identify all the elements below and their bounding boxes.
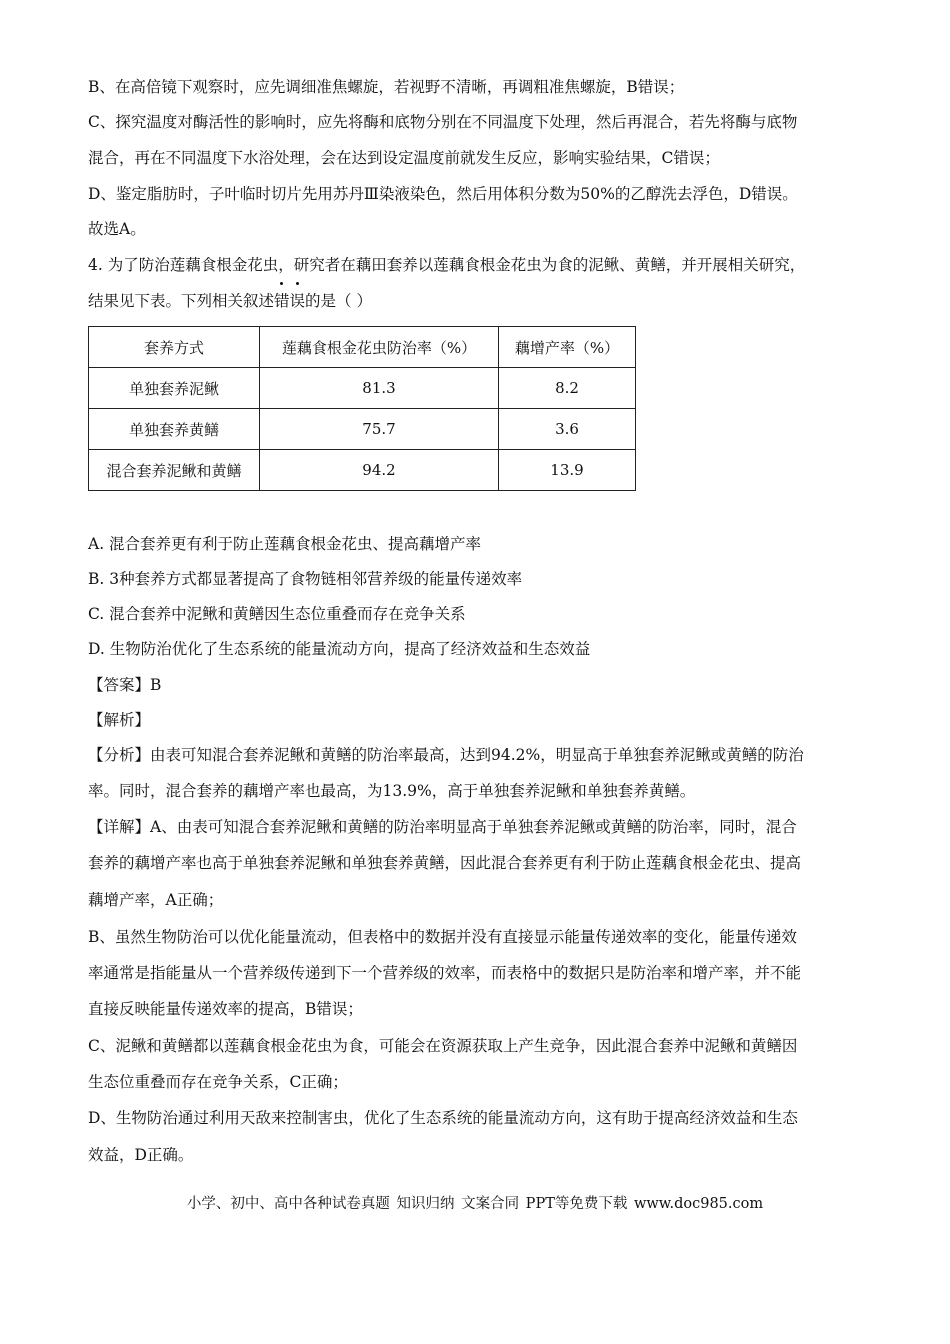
table-cell: 75.7 <box>260 409 499 450</box>
table-header-cell: 莲藕食根金花虫防治率（%） <box>260 327 499 368</box>
detail-line: 套养的藕增产率也高于单独套养泥鳅和单独套养黄鳝，因此混合套养更有利于防止莲藕食根金花虫、提高 <box>88 854 802 872</box>
detail-line: B、虽然生物防治可以优化能量流动，但表格中的数据并没有直接显示能量传递效率的变化，能量传递效 <box>88 928 797 946</box>
detail-line: 生态位重叠而存在竞争关系，C正确； <box>88 1073 348 1091</box>
results-table <box>88 326 636 491</box>
emphasis-dot <box>296 282 299 285</box>
explanation-line-d: D、鉴定脂肪时，子叶临时切片先用苏丹Ⅲ染液染色，然后用体积分数为50%的乙醇洗去浮色，D错误。 <box>88 185 798 203</box>
table-header-cell: 套养方式 <box>89 327 260 368</box>
table-cell: 94.2 <box>260 450 499 491</box>
table-cell: 单独套养泥鳅 <box>89 368 260 409</box>
table-row <box>89 409 636 450</box>
question-4-stem: 4. 为了防治莲藕食根金花虫，研究者在藕田套养以莲藕食根金花虫为食的泥鳅、黄鳝，并开展相关研究， <box>88 256 806 274</box>
detail-line: 藕增产率，A正确； <box>88 891 224 909</box>
page-footer: 小学、初中、高中各种试卷真题 知识归纳 文案合同 PPT等免费下载 www.doc985.com <box>186 1196 764 1212</box>
detail-line: 直接反映能量传递效率的提高，B错误； <box>88 1000 363 1018</box>
analysis-line: 率。同时，混合套养的藕增产率也最高，为13.9%，高于单独套养泥鳅和单独套养黄鳝。 <box>88 782 696 800</box>
option-a: A. 混合套养更有利于防止莲藕食根金花虫、提高藕增产率 <box>88 535 482 553</box>
table-header-row <box>89 327 636 368</box>
table-cell: 8.2 <box>499 368 636 409</box>
explanation-line-c1: C、探究温度对酶活性的影响时，应先将酶和底物分别在不同温度下处理，然后再混合，若先将酶与底物 <box>88 113 798 131</box>
table-header-cell: 藕增产率（%） <box>499 327 636 368</box>
analysis-title: 【解析】 <box>88 711 151 729</box>
emphasized-word <box>274 292 305 310</box>
option-b: B. 3种套养方式都显著提高了食物链相邻营养级的能量传递效率 <box>88 570 523 588</box>
conclusion-line: 故选A。 <box>88 220 146 238</box>
explanation-line-b: B、在高倍镜下观察时，应先调细准焦螺旋，若视野不清晰，再调粗准焦螺旋，B错误； <box>88 78 685 96</box>
option-d: D. 生物防治优化了生态系统的能量流动方向，提高了经济效益和生态效益 <box>88 640 591 658</box>
explanation-line-c2: 混合，再在不同温度下水浴处理，会在达到设定温度前就发生反应，影响实验结果，C错误； <box>88 149 720 167</box>
detail-line: 效益，D正确。 <box>88 1146 194 1164</box>
table-cell: 13.9 <box>499 450 636 491</box>
table-row <box>89 450 636 491</box>
stem-text: 结果见下表。下列相关叙述 <box>88 292 275 310</box>
question-4-stem-line2 <box>88 291 372 311</box>
stem-text-end: 的是（ ） <box>305 292 372 310</box>
emphasis-dot <box>280 282 283 285</box>
detail-line: D、生物防治通过利用天敌来控制害虫，优化了生态系统的能量流动方向，这有助于提高经济效益和生态 <box>88 1109 798 1127</box>
table-cell: 81.3 <box>260 368 499 409</box>
analysis-line: 【分析】由表可知混合套养泥鳅和黄鳝的防治率最高，达到94.2%，明显高于单独套养泥鳅或黄鳝的防治 <box>88 746 804 764</box>
table-cell: 混合套养泥鳅和黄鳝 <box>89 450 260 491</box>
emphasis-text: 错误 <box>274 292 306 310</box>
table-row <box>89 368 636 409</box>
answer-label: 【答案】B <box>88 676 162 694</box>
table-cell: 3.6 <box>499 409 636 450</box>
detail-line: 率通常是指能量从一个营养级传递到下一个营养级的效率，而表格中的数据只是防治率和增产率，并不能 <box>88 964 802 982</box>
table-cell: 单独套养黄鳝 <box>89 409 260 450</box>
option-c: C. 混合套养中泥鳅和黄鳝因生态位重叠而存在竞争关系 <box>88 605 466 623</box>
detail-line: 【详解】A、由表可知混合套养泥鳅和黄鳝的防治率明显高于单独套养泥鳅或黄鳝的防治率，同时，混合 <box>88 818 797 836</box>
detail-line: C、泥鳅和黄鳝都以莲藕食根金花虫为食，可能会在资源获取上产生竞争，因此混合套养中泥鳅和黄鳝因 <box>88 1037 798 1055</box>
